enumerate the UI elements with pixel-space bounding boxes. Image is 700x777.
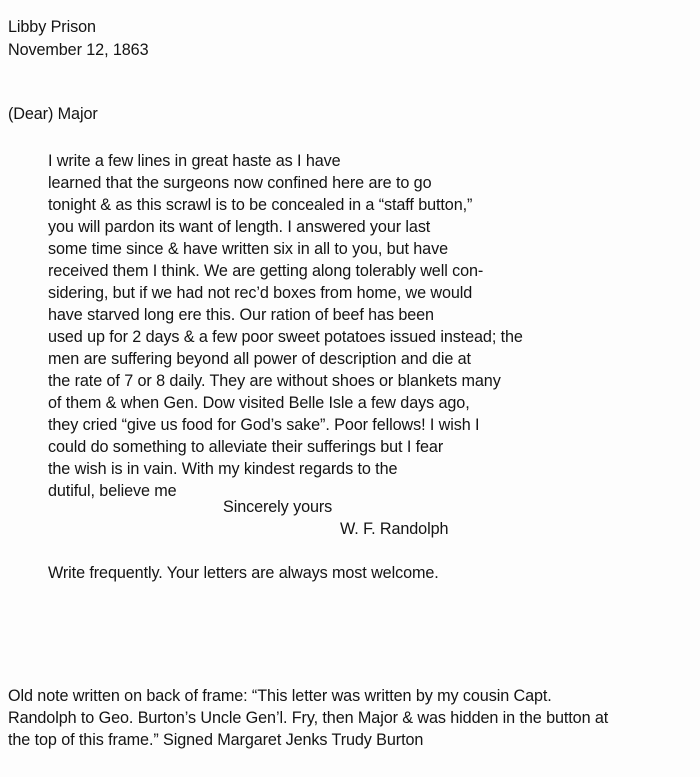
body-line: dutiful, believe me bbox=[48, 482, 177, 500]
body-line: I write a few lines in great haste as I have bbox=[48, 152, 341, 170]
letter-signature: W. F. Randolph bbox=[340, 520, 449, 538]
body-line: you will pardon its want of length. I answered your last bbox=[48, 218, 431, 236]
letter-postscript: Write frequently. Your letters are always most welcome. bbox=[48, 564, 439, 582]
letter-closing: Sincerely yours bbox=[223, 498, 333, 516]
note-line: the top of this frame.” Signed Margaret Jenks Trudy Burton bbox=[8, 731, 424, 749]
letter-place: Libby Prison bbox=[8, 18, 96, 36]
body-line: the rate of 7 or 8 daily. They are without shoes or blankets many bbox=[48, 372, 501, 390]
body-line: of them & when Gen. Dow visited Belle Isle a few days ago, bbox=[48, 394, 470, 412]
note-line: Old note written on back of frame: “This letter was written by my cousin Capt. bbox=[8, 687, 552, 705]
body-line: have starved long ere this. Our ration of beef has been bbox=[48, 306, 434, 324]
body-line: used up for 2 days & a few poor sweet potatoes issued instead; the bbox=[48, 328, 523, 346]
body-line: learned that the surgeons now confined here are to go bbox=[48, 174, 432, 192]
body-line: men are suffering beyond all power of description and die at bbox=[48, 350, 471, 368]
letter-date: November 12, 1863 bbox=[8, 41, 149, 59]
letter-salutation: (Dear) Major bbox=[8, 105, 98, 123]
body-line: some time since & have written six in all to you, but have bbox=[48, 240, 448, 258]
body-line: they cried “give us food for God’s sake”. Poor fellows! I wish I bbox=[48, 416, 480, 434]
body-line: tonight & as this scrawl is to be concealed in a “staff button,” bbox=[48, 196, 473, 214]
body-line: sidering, but if we had not rec’d boxes from home, we would bbox=[48, 284, 473, 302]
body-line: could do something to alleviate their sufferings but I fear bbox=[48, 438, 444, 456]
body-line: the wish is in vain. With my kindest regards to the bbox=[48, 460, 398, 478]
body-line: received them I think. We are getting along tolerably well con- bbox=[48, 262, 484, 280]
note-line: Randolph to Geo. Burton’s Uncle Gen’l. Fry, then Major & was hidden in the button at bbox=[8, 709, 609, 727]
